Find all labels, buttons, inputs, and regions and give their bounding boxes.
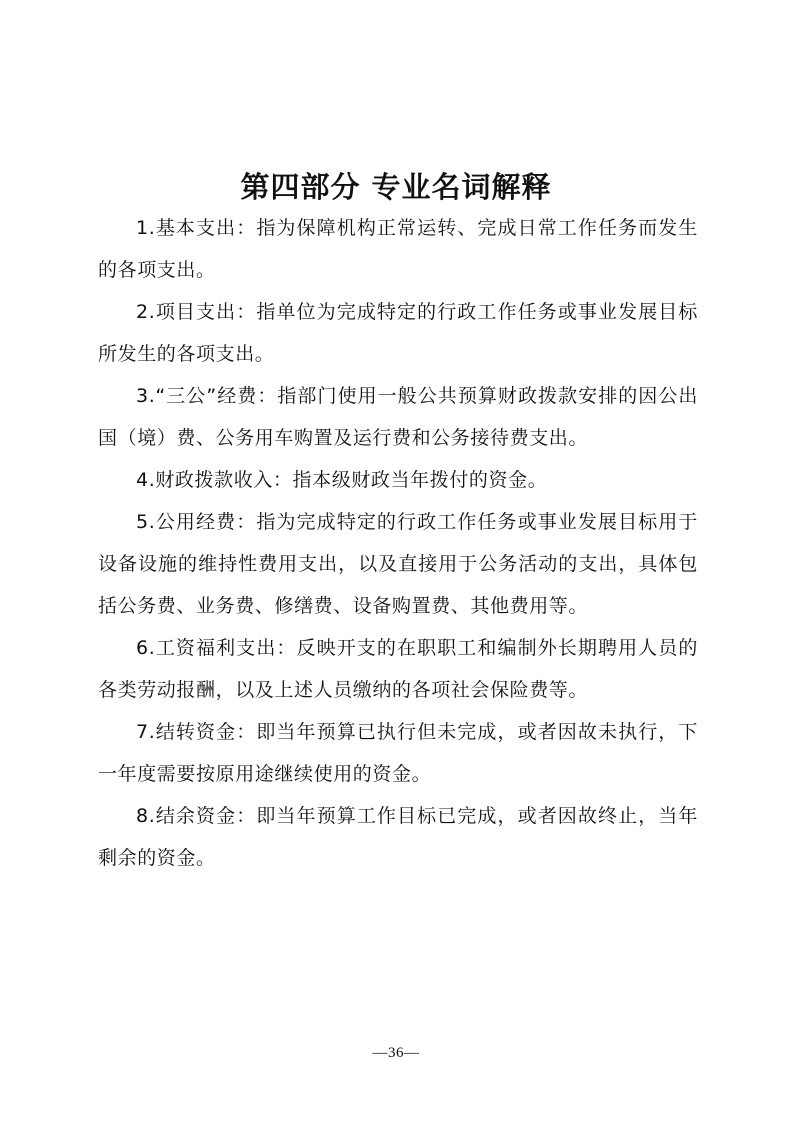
- term-definition: 指为完成特定的行政工作任务或事业发展目标用于设备设施的维持性费用支出，以及直接用于公务活动的支出，具体包括公务费、业务费、修缮费、设备购置费、其他费用等。: [98, 511, 698, 617]
- term-name: 基本支出：: [155, 217, 257, 239]
- term-definition: 指部门使用一般公共预算财政拨款安排的因公出国（境）费、公务用车购置及运行费和公务接待费支出。: [98, 385, 698, 449]
- term-item-6: [98, 627, 698, 711]
- term-number: 1.: [136, 217, 156, 239]
- term-definition: 即当年预算已执行但未完成，或者因故未执行，下一年度需要按原用途继续使用的资金。: [98, 721, 698, 785]
- term-name: 项目支出：: [155, 301, 257, 323]
- page-title: 第四部分 专业名词解释: [240, 170, 552, 205]
- term-number: 2.: [136, 301, 156, 323]
- term-number: 6.: [136, 637, 156, 659]
- term-definition: 指单位为完成特定的行政工作任务或事业发展目标所发生的各项支出。: [98, 301, 698, 365]
- term-number: 7.: [136, 721, 156, 743]
- page-number: —36—: [372, 1045, 420, 1061]
- term-definition: 即当年预算工作目标已完成，或者因故终止，当年剩余的资金。: [98, 805, 698, 869]
- term-item-1: [98, 207, 698, 291]
- term-definition: 反映开支的在职职工和编制外长期聘用人员的各类劳动报酬，以及上述人员缴纳的各项社会保险费等。: [98, 637, 698, 701]
- term-name: 财政拨款收入：: [155, 469, 293, 491]
- term-number: 8.: [136, 805, 156, 827]
- term-item-7: [98, 711, 698, 795]
- term-name: 工资福利支出：: [155, 637, 297, 659]
- term-item-4: [98, 459, 698, 501]
- term-definition: 指本级财政当年拨付的资金。: [292, 469, 548, 491]
- terms-list: [98, 207, 698, 879]
- term-name: 公用经费：: [155, 511, 257, 533]
- term-item-2: [98, 291, 698, 375]
- term-item-8: [98, 795, 698, 879]
- term-number: 3.: [136, 385, 156, 407]
- term-number: 4.: [136, 469, 156, 491]
- term-definition: 指为保障机构正常运转、完成日常工作任务而发生的各项支出。: [98, 217, 698, 281]
- term-name: 结余资金：: [155, 805, 257, 827]
- term-number: 5.: [136, 511, 156, 533]
- term-item-5: [98, 501, 698, 627]
- term-item-3: [98, 375, 698, 459]
- term-name: “三公”经费：: [155, 385, 278, 407]
- term-name: 结转资金：: [155, 721, 257, 743]
